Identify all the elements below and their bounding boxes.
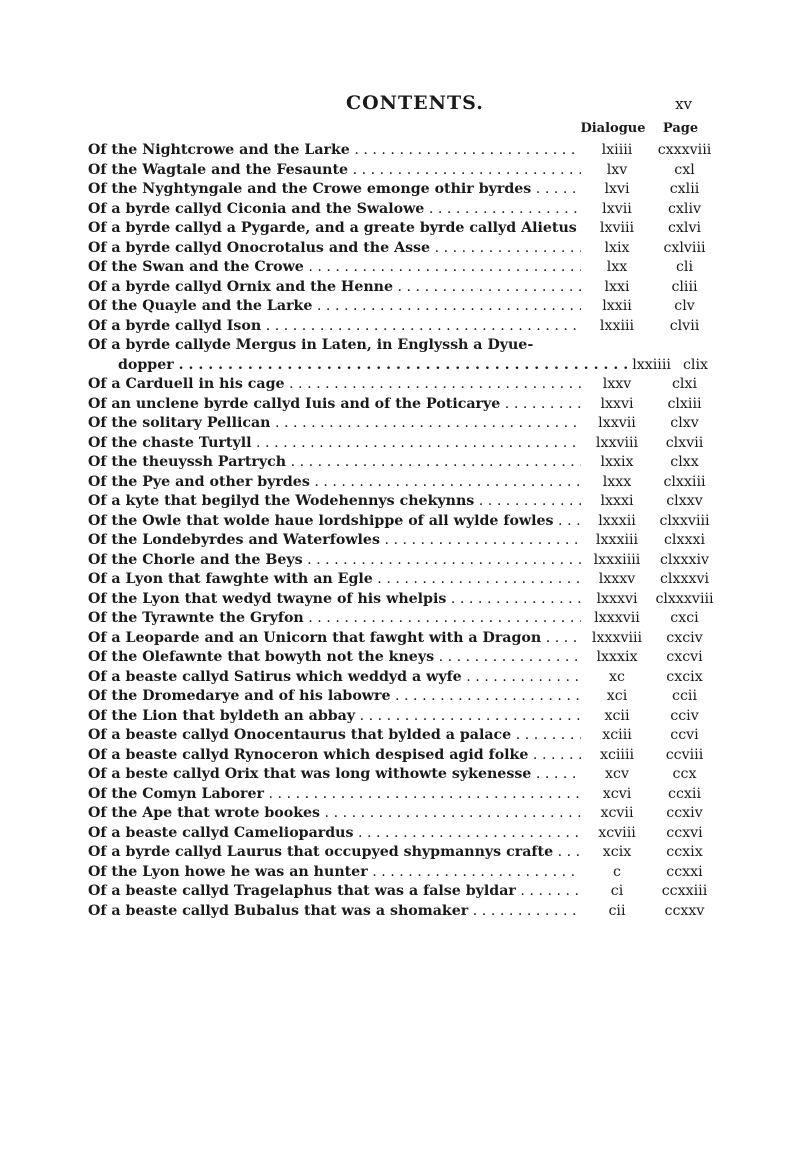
entry-title: Of the Lyon that wedyd twayne of his whelpis . . . [88, 590, 581, 610]
entry-dialogue-number: lxiiii [601, 142, 633, 158]
entry-dialogue-number: lxxix [600, 454, 634, 470]
entry-dialogue-number: lxv [606, 161, 628, 178]
entry-page-number: ccvi [670, 727, 699, 743]
toc-entry [88, 239, 716, 259]
toc-entry [88, 395, 716, 415]
entry-page-number: cxcvi [666, 649, 703, 665]
running-head [346, 92, 692, 114]
toc-entry [88, 648, 716, 668]
page-column-header: Page [662, 121, 699, 136]
entry-page-number: cxciv [666, 629, 703, 646]
toc-entry [88, 570, 716, 590]
toc-entry [88, 492, 716, 512]
entry-dialogue-number: lxviii [599, 220, 635, 236]
toc-entry [88, 180, 716, 200]
entry-page-number: ccxxiii [661, 883, 708, 899]
entry-dialogue-number: lxxx [602, 473, 632, 490]
toc-entry [88, 824, 716, 844]
entry-title: Of the Pye and other byrdes . . . [88, 473, 581, 493]
entry-page-number: cxlvi [667, 220, 702, 236]
toc-entry [88, 765, 716, 785]
entry-title: Of the Lion that byldeth an abbay . . . [88, 707, 581, 727]
toc-entry [88, 414, 716, 434]
entry-title: Of the Chorle and the Beys . . . [88, 551, 581, 571]
entry-dialogue-number: lxvi [604, 181, 630, 197]
entry-page-number: ccxvi [666, 824, 703, 841]
entry-dialogue-number: lxxxiii [595, 532, 639, 548]
entry-page-number: clxvii [665, 434, 704, 451]
toc-entry [88, 843, 716, 863]
entry-dialogue-number: c [613, 863, 621, 880]
entry-page-number: cli [675, 259, 694, 275]
toc-entry [88, 707, 716, 727]
entry-dialogue-number: lxx [606, 259, 628, 275]
entry-title: Of a beste callyd Orix that was long withowte sykenesse . . . [88, 765, 581, 785]
entry-page-number: clv [674, 298, 695, 314]
entry-page-number: ccx [672, 766, 697, 782]
entry-title: Of the solitary Pellican . . . [88, 414, 581, 434]
entry-dialogue-number: xciiii [599, 746, 635, 763]
entry-page-number: cxci [670, 610, 699, 626]
page-number: xv [675, 95, 692, 113]
entry-dialogue-number: xcv [605, 766, 629, 782]
entry-dialogue-number: lxxxviii [591, 629, 643, 646]
entry-page-number: cxliv [667, 200, 702, 217]
entry-title: Of the Tyrawnte the Gryfon . . . [88, 609, 581, 629]
toc-entry [88, 863, 716, 883]
toc-entry [88, 629, 716, 649]
entry-page-number: clxxxviii [655, 590, 714, 607]
toc-entry [88, 473, 716, 493]
entry-dialogue-number: lxxvi [600, 395, 634, 412]
entry-dialogue-number: lxix [604, 239, 630, 256]
toc-entry [88, 668, 716, 688]
entry-page-number: cxcix [666, 668, 703, 685]
toc-entry [88, 687, 716, 707]
entry-title: Of the Comyn Laborer . . . [88, 785, 581, 805]
entry-dialogue-number: lxxiiii [632, 356, 671, 373]
entry-dialogue-number: xci [606, 688, 628, 704]
toc-entry [88, 551, 716, 571]
entry-dialogue-number: lxxxiiii [593, 551, 641, 568]
toc-entry [88, 375, 716, 395]
entry-title: Of the theuyssh Partrych . . . [88, 453, 581, 473]
entry-title: Of the Quayle and the Larke . . . [88, 297, 581, 317]
toc-entry [88, 161, 716, 181]
entry-title: Of a beaste callyd Rynoceron which despised agid folke . . . [88, 746, 581, 766]
entry-title: Of a beaste callyd Satirus which weddyd a wyfe . . . [88, 668, 581, 688]
entry-page-number: clxxxi [663, 532, 706, 548]
entry-dialogue-number: lxxxix [596, 649, 638, 665]
entry-title-line: Of a byrde callyde Mergus in Laten, in Englyssh a Dyue- [88, 337, 534, 353]
entry-page-number: cxlviii [663, 239, 706, 256]
entry-dialogue-number: lxvii [602, 200, 632, 217]
entry-dialogue-number: lxxxi [600, 493, 634, 509]
toc-entry [88, 434, 716, 454]
entry-title: Of the Ape that wrote bookes . . . [88, 804, 581, 824]
toc-entry [88, 200, 716, 220]
entry-dialogue-number: lxxviii [595, 434, 639, 451]
running-head-title: CONTENTS. [346, 92, 484, 114]
dialogue-column-header: Dialogue [580, 121, 646, 136]
entry-title: Of the Lyon howe he was an hunter . . . [88, 863, 581, 883]
entry-title: Of a byrde callyd a Pygarde, and a greate byrde callyd Alietus . . . [88, 219, 581, 239]
entry-title: Of a byrde callyd Onocrotalus and the Asse . . . [88, 239, 581, 259]
entry-page-number: cxlii [669, 181, 700, 197]
entry-title-continuation: dopper . . . . . . . . . . . . . . . . . . . . . . . . . . . . . . . . . . . . . . . . . . . . . . [118, 356, 629, 373]
toc-entry [88, 317, 716, 337]
entry-dialogue-number: lxxxvi [596, 590, 638, 607]
entry-dialogue-number: cii [608, 902, 626, 919]
column-headers [577, 121, 712, 136]
entry-title: Of the Nyghtyngale and the Crowe emonge othir byrdes . . . [88, 180, 581, 200]
toc-entry [88, 902, 716, 922]
entry-title: Of the chaste Turtyll . . . [88, 434, 581, 454]
entry-title: Of the Wagtale and the Fesaunte . . . [88, 161, 581, 181]
entry-page-number: ccxiv [666, 805, 703, 821]
toc-entry [88, 531, 716, 551]
entry-title: Of the Olefawnte that bowyth not the kneys . . . [88, 648, 581, 668]
entry-title: Of a beaste callyd Cameliopardus . . . [88, 824, 581, 844]
entry-dialogue-number: lxxii [602, 298, 632, 314]
entry-page-number: ccviii [665, 746, 704, 763]
entry-title: Of the Dromedarye and of his labowre . . . [88, 687, 581, 707]
entry-title: Of a beaste callyd Tragelaphus that was a false byldar . . . [88, 882, 581, 902]
toc-entry [88, 609, 716, 629]
entry-title: Of the Nightcrowe and the Larke . . . [88, 141, 581, 161]
entry-title: Of a Carduell in his cage . . . [88, 375, 581, 395]
entry-title: Of a beaste callyd Bubalus that was a shomaker . . . [88, 902, 581, 922]
entry-page-number: clxv [670, 415, 699, 431]
entry-dialogue-number: xcvii [600, 805, 634, 821]
entry-page-number: ccxii [668, 785, 701, 802]
entry-title: Of a byrde callyd Ornix and the Henne . . . [88, 278, 581, 298]
entry-page-number: clxi [671, 376, 698, 392]
entry-page-number: clxiii [667, 395, 702, 412]
toc-entry [88, 785, 716, 805]
entry-page-number: clxxxvi [659, 571, 710, 587]
toc-entry [88, 512, 716, 532]
toc-entry [88, 804, 716, 824]
toc-entry [88, 590, 716, 610]
entry-title: Of the Swan and the Crowe . . . [88, 258, 581, 278]
entry-title: Of an unclene byrde callyd Iuis and of the Poticarye . . . [88, 395, 581, 415]
entry-title: Of a Leoparde and an Unicorn that fawght with a Dragon . . . [88, 629, 581, 649]
entry-dialogue-number: xc [609, 668, 625, 685]
entry-dialogue-number: lxxvii [598, 415, 636, 431]
entry-page-number: ccxxv [664, 902, 705, 919]
entry-title: Of a byrde callyd Laurus that occupyed shypmannys crafte . . . [88, 843, 581, 863]
entry-page-number: clxxviii [659, 512, 710, 529]
entry-dialogue-number: lxxxii [598, 512, 636, 529]
entry-dialogue-number: xcii [604, 707, 630, 724]
toc-entry [88, 278, 716, 298]
toc-entry [88, 882, 716, 902]
entry-dialogue-number: lxxxv [598, 571, 636, 587]
entry-page-number: clxxv [666, 493, 703, 509]
entry-dialogue-number: xcix [602, 844, 632, 860]
entry-dialogue-number: lxxv [602, 376, 632, 392]
entry-title: Of the Londebyrdes and Waterfowles . . . [88, 531, 581, 551]
entry-page-number: clvii [669, 317, 700, 334]
entry-page-number: cxxxviii [657, 142, 712, 158]
entry-title: Of a byrde callyd Ciconia and the Swalowe . . . [88, 200, 581, 220]
entry-page-number: ccxix [666, 844, 703, 860]
entry-page-number: clxxxiv [659, 551, 710, 568]
entry-title: Of a kyte that begilyd the Wodehennys chekynns . . . [88, 492, 581, 512]
toc-entry [88, 219, 716, 239]
toc-entry [88, 141, 716, 161]
entry-dialogue-number: lxxiii [599, 317, 635, 334]
entry-dialogue-number: ci [610, 883, 624, 899]
entry-title: Of a beaste callyd Onocentaurus that bylded a palace . . . [88, 726, 581, 746]
entry-title: Of a byrde callyd Ison . . . [88, 317, 581, 337]
toc-entry [88, 726, 716, 746]
table-of-contents [88, 141, 716, 921]
entry-dialogue-number: lxxxvii [594, 610, 640, 626]
entry-dialogue-number: xciii [602, 727, 632, 743]
entry-title [88, 336, 628, 375]
entry-dialogue-number: lxxi [604, 278, 630, 295]
entry-title: Of a Lyon that fawghte with an Egle . . . [88, 570, 581, 590]
toc-entry [88, 258, 716, 278]
entry-dialogue-number: xcviii [598, 824, 636, 841]
entry-page-number: cliii [671, 278, 698, 295]
toc-entry [88, 336, 716, 375]
entry-page-number: cciv [670, 707, 699, 724]
entry-page-number: ccxxi [666, 863, 703, 880]
entry-dialogue-number: xcvi [602, 785, 632, 802]
entry-page-number: clxxiii [663, 473, 706, 490]
entry-page-number: clxx [670, 454, 699, 470]
entry-title: Of the Owle that wolde haue lordshippe of all wylde fowles . . . [88, 512, 581, 532]
entry-page-number: ccii [672, 688, 697, 704]
toc-entry [88, 453, 716, 473]
toc-entry [88, 746, 716, 766]
entry-page-number: cxl [674, 161, 695, 178]
entry-page-number: clix [682, 356, 709, 373]
toc-entry [88, 297, 716, 317]
